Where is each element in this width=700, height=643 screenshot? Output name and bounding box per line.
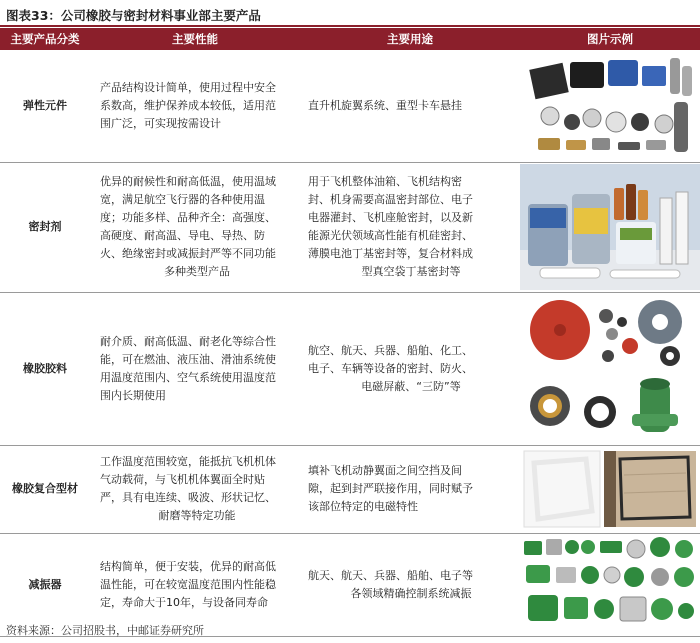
category-cell: 橡胶复合型材 <box>0 445 90 533</box>
source-note: 资料来源：公司招股书，中邮证券研究所 <box>6 624 204 637</box>
performance-line: 耐介质、耐高低温、耐老化等综合性 <box>100 334 276 348</box>
usage-cell <box>300 162 520 292</box>
performance-line: 严，具有电连续、吸波、形状记忆、 <box>100 491 276 504</box>
performance-cell <box>90 445 300 533</box>
performance-line: 温性能，可在较宽温度范围内性能稳 <box>100 577 276 591</box>
table-row <box>0 50 700 162</box>
elastic-components-photo <box>520 52 700 160</box>
usage-line: 型真空袋丁基密封等 <box>361 265 461 278</box>
category-cell: 橡胶胶料 <box>0 292 90 445</box>
usage-line: 该部位特定的电磁特性 <box>308 500 418 513</box>
header-image: 图片示例 <box>520 28 700 50</box>
sealant-products-photo <box>520 164 700 290</box>
usage-cell <box>300 445 520 533</box>
performance-line: 围广泛，可实现按需设计 <box>100 116 221 130</box>
performance-line: 产品结构设计简单，使用过程中安全 <box>100 80 276 94</box>
category-cell: 弹性元件 <box>0 50 90 162</box>
performance-line: 高硬度、耐高温、导电、导热、防 <box>100 229 265 242</box>
category-cell: 减振器 <box>0 533 90 636</box>
usage-line: 直升机旋翼系统、重型卡车悬挂 <box>308 98 462 112</box>
usage-line: 各领域精确控制系统减振 <box>350 586 472 600</box>
usage-line: 薄膜电池丁基密封等，复合材料成 <box>308 247 473 260</box>
products-table <box>0 28 700 637</box>
performance-line: 能，可在燃油、液压油、滑油系统使 <box>100 352 276 366</box>
performance-line: 定，寿命大于10年，与设备同寿命 <box>100 595 268 609</box>
usage-line: 封、机身需要高温密封部位、电子 <box>308 193 473 206</box>
figure-title: 图表33：公司橡胶与密封材料事业部主要产品 <box>6 8 261 23</box>
performance-line: 耐磨等特定功能 <box>158 509 236 522</box>
table-row <box>0 445 700 533</box>
performance-cell <box>90 50 300 162</box>
performance-line: 结构简单，便于安装，优异的耐高低 <box>100 559 276 573</box>
rubber-composite-profile-photo <box>520 447 700 531</box>
performance-line: 多种类型产品 <box>164 265 230 278</box>
table-header-row <box>0 28 700 50</box>
performance-line: 系数高，维护保养成本较低，适用范 <box>100 98 276 112</box>
table-row <box>0 533 700 636</box>
usage-line: 电磁屏蔽、“三防”等 <box>361 379 461 393</box>
usage-line: 航天、航天、兵器、船舶、电子等 <box>308 568 473 582</box>
image-cell <box>520 50 700 162</box>
performance-line: 宽，满足航空飞行器的各种使用温 <box>100 193 265 206</box>
header-usage: 主要用途 <box>300 28 520 50</box>
title-rule <box>0 25 700 27</box>
usage-line: 电器灌封、飞机座舱密封，以及新 <box>308 211 473 224</box>
performance-line: 气动载荷，与飞机机体翼面全时贴 <box>100 473 265 486</box>
performance-line: 工作温度范围较宽，能抵抗飞机机体 <box>100 455 276 468</box>
performance-line: 火、绝缘密封或减振封严等不同功能 <box>100 247 276 260</box>
usage-cell <box>300 292 520 445</box>
vibration-damper-photo <box>520 535 700 634</box>
header-category: 主要产品分类 <box>0 28 90 50</box>
performance-cell <box>90 162 300 292</box>
image-cell <box>520 533 700 636</box>
performance-line: 围内长期使用 <box>100 388 166 402</box>
usage-line: 隙，起到封严联接作用，同时赋予 <box>308 482 473 495</box>
performance-cell <box>90 533 300 636</box>
performance-line: 用温度范围内、空气系统使用温度范 <box>100 370 276 384</box>
image-cell <box>520 162 700 292</box>
usage-line: 填补飞机动静翼面之间空挡及间 <box>308 464 462 477</box>
usage-line: 电子、车辆等设备的密封、防火、 <box>308 361 473 375</box>
performance-line: 优异的耐候性和耐高低温，使用温域 <box>100 175 276 188</box>
usage-line: 能源光伏领域高性能有机硅密封、 <box>308 229 473 242</box>
usage-line: 用于飞机整体油箱、飞机结构密 <box>308 175 462 188</box>
image-cell <box>520 445 700 533</box>
performance-line: 度；功能多样、品种齐全：高强度、 <box>100 211 276 224</box>
usage-cell <box>300 533 520 636</box>
image-cell <box>520 292 700 445</box>
header-performance: 主要性能 <box>90 28 300 50</box>
usage-cell <box>300 50 520 162</box>
category-cell: 密封剂 <box>0 162 90 292</box>
performance-cell <box>90 292 300 445</box>
table-row <box>0 292 700 445</box>
rubber-compound-photo <box>520 294 700 443</box>
usage-line: 航空、航天、兵器、船舶、化工、 <box>308 343 473 357</box>
table-row <box>0 162 700 292</box>
